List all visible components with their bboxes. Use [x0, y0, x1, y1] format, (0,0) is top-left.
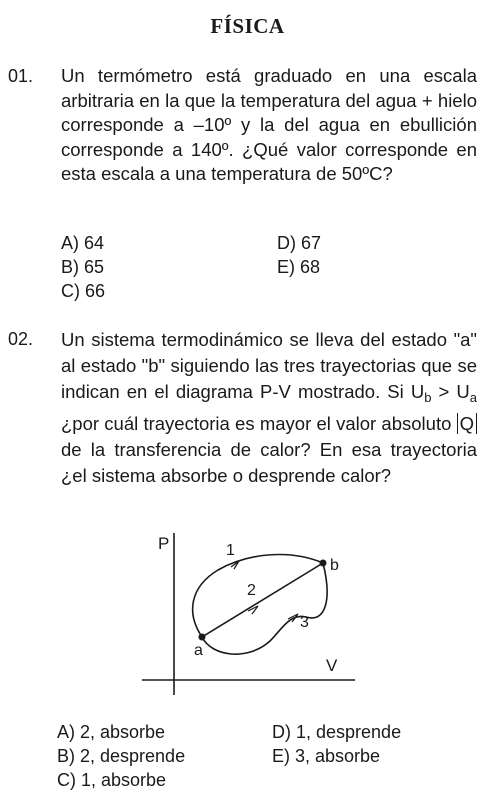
question-2-text [61, 327, 477, 489]
point-a-label: a [194, 642, 203, 659]
abs-q-symbol: Q [457, 413, 477, 434]
q2-option-d[interactable]: D) 1, desprende [272, 722, 402, 742]
question-2-number: 02. [8, 329, 34, 349]
axis-label-v: V [326, 656, 338, 675]
trajectory-2-label: 2 [247, 582, 256, 599]
q2-subscript-a: a [469, 390, 477, 405]
q1-option-a[interactable]: A) 64 [61, 233, 105, 253]
q2-option-e[interactable]: E) 3, absorbe [272, 746, 381, 766]
q2-option-a[interactable]: A) 2, absorbe [57, 722, 166, 742]
page-title: FÍSICA [210, 14, 285, 38]
point-b-label: b [330, 557, 339, 574]
point-b-marker [320, 560, 327, 567]
axis-label-p: P [158, 534, 170, 553]
q1-option-d[interactable]: D) 67 [277, 233, 322, 253]
trajectory-3-label: 3 [300, 614, 309, 631]
q2-option-b[interactable]: B) 2, desprende [57, 746, 186, 766]
q1-option-e[interactable]: E) 68 [277, 257, 321, 277]
q2-text-part3: de la transferencia de calor? En esa trayectoria ¿el sistema absorbe o desprende calor? [61, 439, 477, 486]
q2-text-part2: ¿por cuál trayectoria es mayor el valor absoluto [61, 413, 457, 434]
trajectory-1-label: 1 [226, 542, 235, 559]
pv-diagram [130, 525, 360, 695]
question-1-number: 01. [8, 66, 34, 86]
q2-subscript-b: b [424, 390, 432, 405]
q2-text-part1: Un sistema termodinámico se lleva del estado "a" al estado "b" siguiendo las tres trayectorias que se indican en el diagrama P-V mostrado. Si U [61, 329, 477, 402]
question-1-text: Un termómetro está graduado en una escala arbitraria en la que la temperatura del agua + hielo corresponde a –10º y la del agua en ebullición corresponde a 140º. ¿Qué valor corresponde en esta escala a una temperatura de 50ºC? [61, 65, 477, 184]
q2-option-c[interactable]: C) 1, absorbe [57, 770, 167, 790]
q1-option-b[interactable]: B) 65 [61, 257, 105, 277]
point-a-marker [199, 634, 206, 641]
q2-greater-than: > U [431, 381, 470, 402]
trajectory-3 [202, 563, 327, 654]
q1-option-c[interactable]: C) 66 [61, 281, 106, 301]
